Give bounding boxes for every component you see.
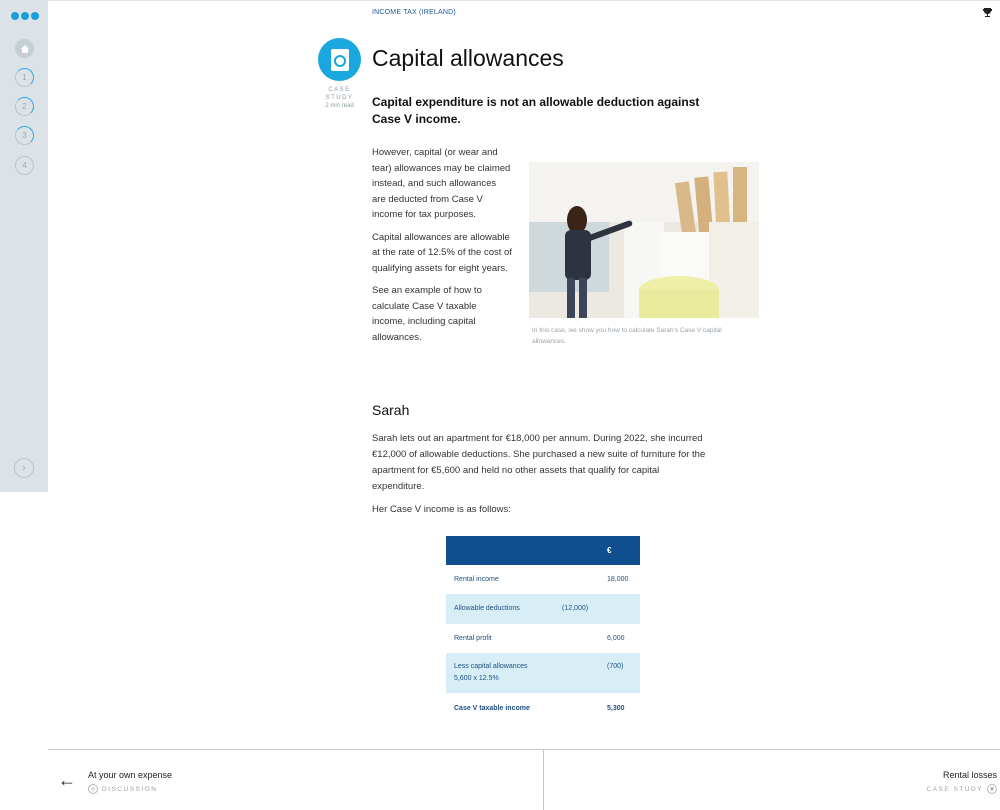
body-text [372, 145, 512, 352]
table-row [446, 594, 640, 624]
sidebar [0, 0, 48, 492]
row-label: Rental income [454, 576, 499, 583]
row-label: Rental profit [454, 635, 492, 642]
body-paragraph: However, capital (or wear and tear) allowances may be claimed instead, and such allowances are deducted from Case V income for tax purposes. [372, 147, 511, 220]
step-1-button[interactable]: 1 [15, 68, 34, 87]
section-paragraph: Her Case V income is as follows: [372, 504, 511, 515]
page-title: Capital allowances [372, 45, 564, 71]
row-value: 18,000 [607, 576, 629, 583]
row-value: 6,000 [607, 635, 625, 642]
case-study-photo [529, 162, 759, 318]
footer-separator [543, 750, 544, 810]
table-row [446, 624, 640, 653]
step-4-button[interactable]: 4 [15, 156, 34, 175]
trophy-icon[interactable] [982, 7, 993, 21]
discussion-icon: ◎ [88, 784, 98, 794]
section-heading: Sarah [372, 402, 410, 418]
next-type-label: CASE STUDY [926, 785, 983, 793]
chevron-right-icon[interactable]: › [14, 458, 34, 478]
row-label-detail: 5,600 x 12.5% [454, 675, 499, 682]
table-header [446, 536, 640, 565]
case-study-small-icon: ◉ [987, 784, 997, 794]
home-icon[interactable] [15, 39, 34, 58]
next-link[interactable]: Rental losses [942, 770, 997, 780]
top-border [48, 0, 1000, 1]
currency-header: € [607, 546, 612, 555]
next-type [926, 784, 997, 794]
lede-text: Capital expenditure is not an allowable deduction against Case V income. [372, 95, 700, 126]
row-label: Allowable deductions [454, 605, 520, 612]
row-value: (700) [607, 663, 624, 670]
photo-caption: In this case, we show you how to calculate Sarah's Case V capital allowances. [532, 327, 722, 345]
table-row [446, 693, 640, 723]
prev-link[interactable]: At your own expense [88, 770, 173, 780]
app-logo-icon[interactable] [11, 12, 39, 20]
prev-type-label: DISCUSSION [102, 785, 158, 793]
case-study-label: CASE STUDY [325, 87, 354, 101]
table-row [446, 653, 640, 693]
row-mid-value: (12,000) [562, 605, 589, 612]
case-study-icon [318, 38, 361, 81]
section-paragraph: Sarah lets out an apartment for €18,000 per annum. During 2022, she incurred €12,000 of allowable deductions. She purchased a new suite of furniture for the apartment for €5,600 and held no other assets that qualify for capital expenditure. [372, 433, 706, 492]
arrow-left-icon[interactable]: ← [58, 770, 76, 790]
income-table [446, 536, 640, 723]
step-3-button[interactable]: 3 [15, 126, 34, 145]
step-2-button[interactable]: 2 [15, 97, 34, 116]
row-label: Less capital allowances [454, 663, 528, 670]
read-time: 2 min read [325, 103, 354, 109]
body-paragraph: See an example of how to calculate Case V taxable income, including capital allowances. [372, 285, 482, 343]
body-paragraph: Capital allowances are allowable at the rate of 12.5% of the cost of qualifying assets for eight years. [372, 231, 512, 274]
prev-type [88, 784, 157, 794]
breadcrumb[interactable]: INCOME TAX (IRELAND) [372, 9, 456, 16]
footer-divider [48, 749, 1000, 750]
table-row [446, 565, 640, 594]
row-value: 5,300 [607, 705, 625, 712]
row-label: Case V taxable income [454, 705, 530, 712]
